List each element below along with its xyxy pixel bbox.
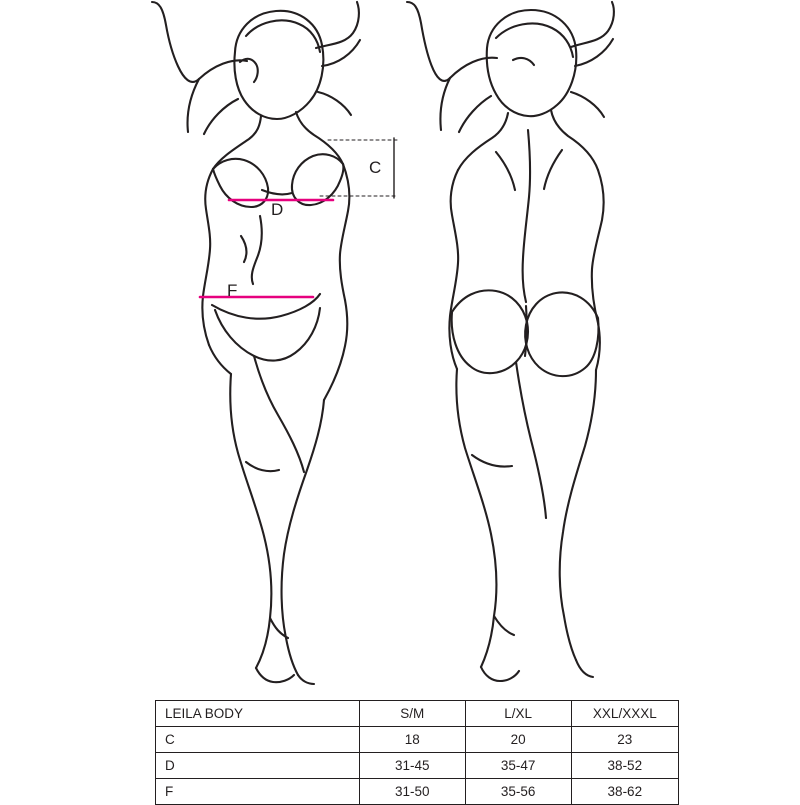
measurement-guides-front [200, 138, 397, 300]
cell-f-lxl: 35-56 [465, 779, 571, 805]
measure-label-c: C [369, 158, 382, 177]
front-view-female-body-outline [152, 2, 360, 684]
cell-c-xxl: 23 [571, 727, 678, 753]
row-label-c: C [156, 727, 360, 753]
cell-c-lxl: 20 [465, 727, 571, 753]
measure-label-f: F [227, 281, 238, 300]
cell-d-lxl: 35-47 [465, 753, 571, 779]
row-label-f: F [156, 779, 360, 805]
row-label-d: D [156, 753, 360, 779]
cell-f-xxl: 38-62 [571, 779, 678, 805]
table-header-size-xxl: XXL/XXXL [571, 701, 678, 727]
size-table [155, 700, 679, 805]
table-row [156, 727, 679, 753]
back-view-female-body-outline [407, 2, 614, 681]
cell-d-sm: 31-45 [359, 753, 465, 779]
table-header-row [156, 701, 679, 727]
cell-c-sm: 18 [359, 727, 465, 753]
cell-d-xxl: 38-52 [571, 753, 678, 779]
measure-label-d: D [271, 200, 284, 219]
table-header-product: LEILA BODY [156, 701, 360, 727]
table-row [156, 779, 679, 805]
table-header-size-sm: S/M [359, 701, 465, 727]
table-row [156, 753, 679, 779]
table-header-size-lxl: L/XL [465, 701, 571, 727]
cell-f-sm: 31-50 [359, 779, 465, 805]
